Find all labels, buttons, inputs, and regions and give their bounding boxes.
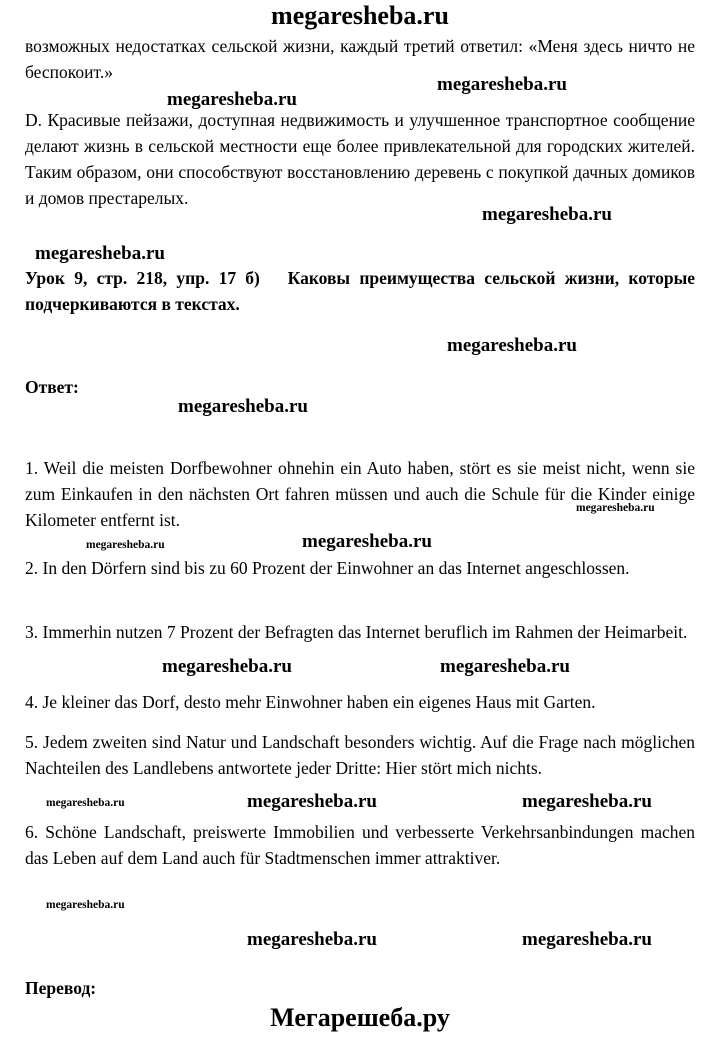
answer-item-3: 3. Immerhin nutzen 7 Prozent der Befragten das Internet beruflich im Rahmen der Heimarbeit. bbox=[25, 622, 688, 642]
watermark: megaresheba.ru bbox=[178, 396, 308, 417]
watermark: megaresheba.ru bbox=[247, 929, 377, 950]
watermark-small: megaresheba.ru bbox=[576, 502, 655, 514]
watermark: megaresheba.ru bbox=[162, 656, 292, 677]
watermark: megaresheba.ru bbox=[482, 204, 612, 225]
watermark: megaresheba.ru bbox=[167, 89, 297, 110]
answer-item-5: 5. Jedem zweiten sind Natur und Landschaft besonders wichtig. Auf die Frage nach möglichen Nachteilen des Landlebens antwortete jeder Dritte: Hier stört mich nichts. bbox=[25, 732, 695, 778]
site-logo-footer: Мегарешеба.ру bbox=[270, 1003, 450, 1032]
watermark: megaresheba.ru bbox=[447, 335, 577, 356]
watermark: megaresheba.ru bbox=[437, 74, 567, 95]
task-heading: Урок 9, стр. 218, упр. 17 б) Каковы преимущества сельской жизни, которые подчеркиваются в текстах. bbox=[25, 268, 695, 314]
watermark: megaresheba.ru bbox=[247, 791, 377, 812]
answer-item-6: 6. Schöne Landschaft, preiswerte Immobilien und verbesserte Verkehrsanbindungen machen das Leben auf dem Land auch für Stadtmenschen immer attraktiver. bbox=[25, 822, 695, 868]
watermark: megaresheba.ru bbox=[440, 656, 570, 677]
answer-item-1: 1. Weil die meisten Dorfbewohner ohnehin ein Auto haben, stört es sie meist nicht, wenn sie zum Einkaufen in den nächsten Ort fahren müssen und auch die Schule für die Kinder einige Kilometer entfernt ist. bbox=[25, 458, 695, 530]
watermark: megaresheba.ru bbox=[522, 929, 652, 950]
translation-label: Перевод: bbox=[25, 978, 97, 998]
answer-item-2: 2. In den Dörfern sind bis zu 60 Prozent der Einwohner an das Internet angeschlossen. bbox=[25, 558, 630, 578]
watermark: megaresheba.ru bbox=[302, 531, 432, 552]
intro-paragraph: возможных недостатках сельской жизни, каждый третий ответил: «Меня здесь ничто не беспокоит.» bbox=[25, 36, 695, 82]
watermark: megaresheba.ru bbox=[522, 791, 652, 812]
site-watermark-header: megaresheba.ru bbox=[271, 1, 449, 30]
answer-item-4: 4. Je kleiner das Dorf, desto mehr Einwohner haben ein eigenes Haus mit Garten. bbox=[25, 692, 596, 712]
watermark: megaresheba.ru bbox=[35, 243, 165, 264]
paragraph-d: D. Красивые пейзажи, доступная недвижимость и улучшенное транспортное сообщение делают жизнь в сельской местности еще более привлекательной для городских жителей. Таким образом, они способствуют восстановлению деревень с покупкой дачных домиков и домов престарелых. bbox=[25, 110, 695, 208]
watermark-small: megaresheba.ru bbox=[86, 539, 165, 551]
answer-label: Ответ: bbox=[25, 377, 79, 397]
watermark-small: megaresheba.ru bbox=[46, 797, 125, 809]
watermark-small: megaresheba.ru bbox=[46, 899, 125, 911]
